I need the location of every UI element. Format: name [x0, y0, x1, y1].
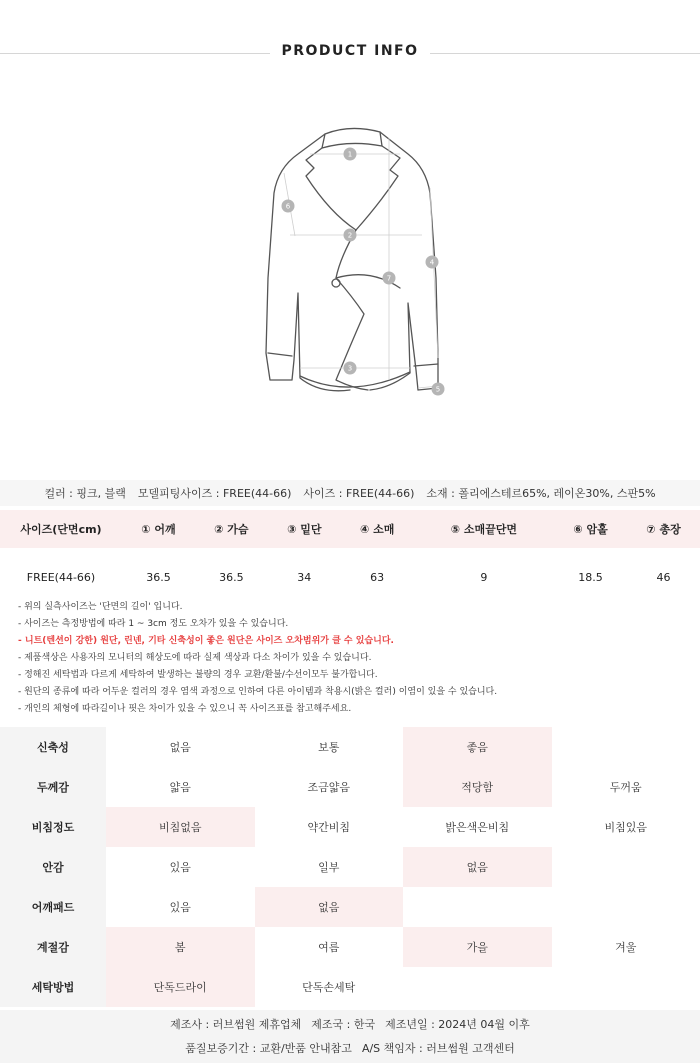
size-cell: 36.5 — [219, 570, 244, 584]
manufacturer-footer — [0, 1010, 700, 1063]
property-option: 밝은색은비침 — [445, 821, 510, 834]
svg-text:2: 2 — [347, 231, 353, 240]
marker-7-icon — [383, 272, 396, 285]
property-label: 계절감 — [0, 927, 106, 967]
size-cell: FREE(44-66) — [26, 570, 96, 584]
size-header-cell: ⑤ 소매끝단면 — [414, 510, 554, 548]
marker-3-icon — [344, 362, 357, 375]
property-option: 비침있음 — [604, 821, 647, 834]
jacket-illustration — [240, 118, 460, 408]
section-title-row — [0, 38, 700, 68]
marker-6-icon — [282, 200, 295, 213]
property-option: 약간비침 — [307, 821, 350, 834]
property-option — [403, 967, 552, 1007]
property-option — [552, 967, 700, 1007]
size-cell: 18.5 — [578, 570, 603, 584]
product-size: 사이즈 : FREE(44-66) — [303, 487, 415, 500]
property-label: 어깨패드 — [0, 887, 106, 927]
product-model-size: 모델피팅사이즈 : FREE(44-66) — [137, 487, 292, 500]
property-option — [403, 887, 552, 927]
product-info-bar — [0, 480, 700, 506]
svg-text:6: 6 — [285, 202, 291, 211]
note-item: - 제품색상은 사용자의 모니터의 해상도에 따라 실제 색상과 다소 차이가 있을 수 있습니다. — [18, 653, 372, 663]
property-option: 겨울 — [615, 941, 637, 954]
note-item: - 위의 실측사이즈는 '단면의 길이' 입니다. — [18, 602, 183, 612]
title-divider-left — [0, 53, 270, 54]
size-header-cell: ① 어깨 — [122, 510, 195, 548]
table-row — [0, 548, 700, 606]
property-option-selected: 단독드라이 — [106, 967, 255, 1007]
size-cell: 9 — [480, 570, 488, 584]
marker-1-icon — [344, 148, 357, 161]
fabric-property-table — [0, 727, 700, 1007]
property-option: 조금얇음 — [307, 781, 350, 794]
footer-as: A/S 책임자 : 러브썸원 고객센터 — [361, 1042, 515, 1055]
svg-text:1: 1 — [347, 150, 353, 159]
note-item: - 원단의 종류에 따라 어두운 컬러의 경우 염색 과정으로 인하여 다른 아이템과 착용시(밝은 컬러) 이염이 있을 수 있습니다. — [18, 687, 498, 697]
size-cell: 46 — [656, 570, 671, 584]
size-header-cell: ⑦ 총장 — [627, 510, 700, 548]
svg-text:5: 5 — [435, 385, 441, 394]
size-table-header-row — [0, 510, 700, 548]
size-table — [0, 510, 700, 606]
property-option-selected: 가을 — [403, 927, 552, 967]
size-header-cell: ⑥ 암홀 — [554, 510, 627, 548]
table-row — [0, 967, 700, 1007]
property-option: 단독손세탁 — [302, 981, 356, 994]
property-option: 없음 — [169, 741, 191, 754]
property-option-selected: 봄 — [106, 927, 255, 967]
size-cell: 63 — [370, 570, 385, 584]
footer-line-1 — [0, 1012, 700, 1036]
marker-5-icon — [432, 383, 445, 396]
note-item: - 사이즈는 측정방법에 따라 1 ~ 3cm 정도 오차가 있을 수 있습니다. — [18, 619, 289, 629]
svg-text:4: 4 — [429, 258, 435, 267]
table-row — [0, 887, 700, 927]
table-row — [0, 927, 700, 967]
footer-line-2 — [0, 1036, 700, 1060]
marker-4-icon — [426, 256, 439, 269]
property-option: 얇음 — [169, 781, 191, 794]
property-option: 일부 — [318, 861, 340, 874]
size-header-cell: 사이즈(단면cm) — [0, 510, 122, 548]
size-header-cell: ③ 밑단 — [268, 510, 341, 548]
property-option: 두꺼움 — [609, 781, 642, 794]
marker-2-icon — [344, 229, 357, 242]
size-notes — [18, 599, 688, 718]
svg-text:3: 3 — [347, 364, 353, 373]
property-option — [552, 727, 700, 767]
title-divider-right — [430, 53, 700, 54]
property-label: 비침정도 — [0, 807, 106, 847]
size-header-cell: ② 가슴 — [195, 510, 268, 548]
size-header-cell: ④ 소매 — [341, 510, 414, 548]
page-title: PRODUCT INFO — [281, 43, 419, 59]
note-item: - 개인의 체형에 따라길이나 핏은 차이가 있을 수 있으니 꼭 사이즈표를 참고해주세요. — [18, 704, 352, 714]
product-material: 소재 : 폴리에스테르65%, 레이온30%, 스판5% — [426, 487, 656, 500]
property-option: 있음 — [169, 861, 191, 874]
product-color: 컬러 : 핑크, 블랙 — [44, 487, 126, 500]
property-option-selected: 없음 — [255, 887, 404, 927]
size-cell: 36.5 — [146, 570, 171, 584]
table-row — [0, 727, 700, 767]
property-label: 세탁방법 — [0, 967, 106, 1007]
property-option-selected: 적당함 — [403, 767, 552, 807]
footer-manufacturer: 제조사 : 러브썸원 제휴업체 — [170, 1018, 302, 1031]
size-cell: 34 — [297, 570, 312, 584]
property-option: 보통 — [318, 741, 340, 754]
table-row — [0, 767, 700, 807]
property-option-selected: 좋음 — [403, 727, 552, 767]
table-row — [0, 807, 700, 847]
property-option — [552, 847, 700, 887]
note-item: - 정해진 세탁법과 다르게 세탁하여 발생하는 불량의 경우 교환/환불/수선이모두 불가합니다. — [18, 670, 378, 680]
footer-country: 제조국 : 한국 — [311, 1018, 376, 1031]
property-option-selected: 없음 — [403, 847, 552, 887]
note-item-warning: - 니트(텐션이 강한) 원단, 린넨, 기타 신축성이 좋은 원단은 사이즈 오차범위가 클 수 있습니다. — [18, 636, 394, 646]
property-label: 신축성 — [0, 727, 106, 767]
svg-text:7: 7 — [386, 274, 392, 283]
jacket-measurement-diagram — [240, 118, 460, 408]
property-option: 여름 — [318, 941, 340, 954]
property-label: 안감 — [0, 847, 106, 887]
table-row — [0, 847, 700, 887]
footer-warranty: 품질보증기간 : 교환/반품 안내참고 — [185, 1042, 352, 1055]
property-option-selected: 비침없음 — [106, 807, 255, 847]
property-option — [552, 887, 700, 927]
footer-date: 제조년일 : 2024년 04월 이후 — [385, 1018, 530, 1031]
property-option: 있음 — [169, 901, 191, 914]
property-label: 두께감 — [0, 767, 106, 807]
